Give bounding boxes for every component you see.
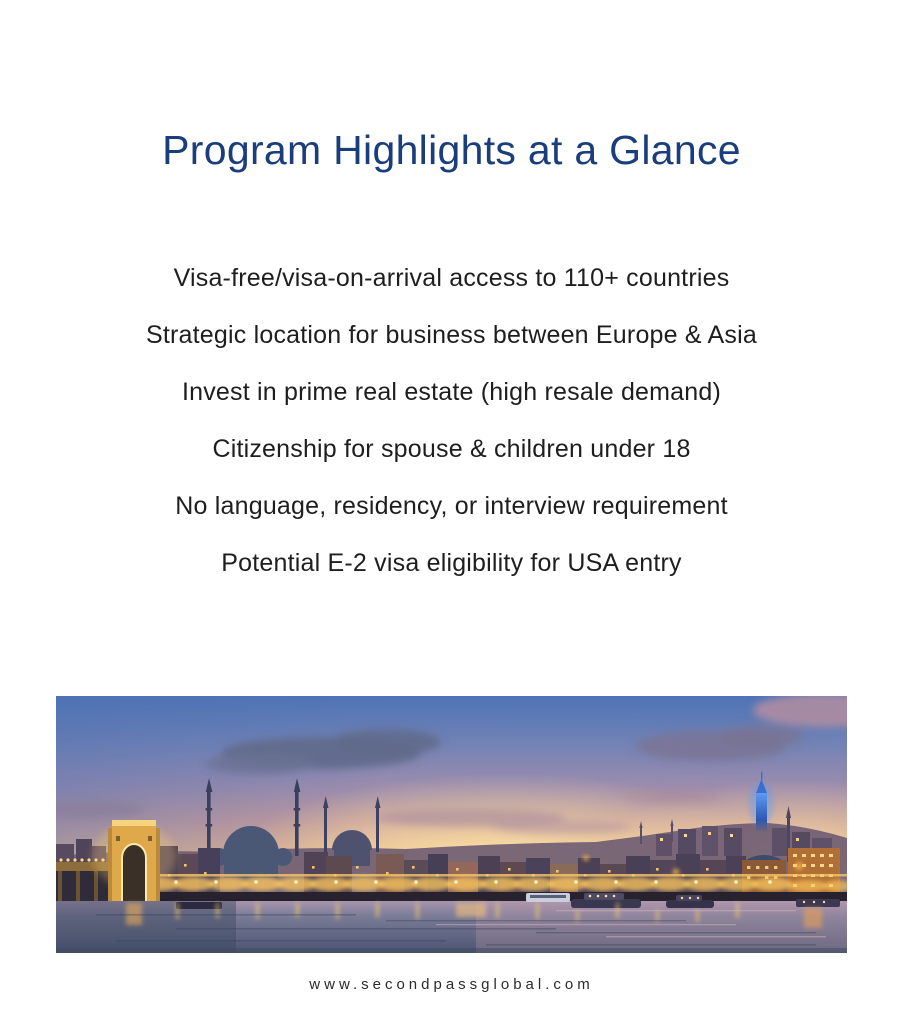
highlight-item-family: Citizenship for spouse & children under 18 bbox=[212, 435, 691, 463]
website-url: www.secondpassglobal.com bbox=[309, 976, 594, 993]
page-title: Program Highlights at a Glance bbox=[162, 127, 741, 173]
highlight-item-no-requirements: No language, residency, or interview requirement bbox=[175, 492, 728, 520]
highlight-item-real-estate: Invest in prime real estate (high resale demand) bbox=[181, 378, 722, 406]
highlight-item-location: Strategic location for business between Europe & Asia bbox=[146, 321, 757, 349]
highlight-item-e2-visa: Potential E-2 visa eligibility for USA entry bbox=[221, 549, 682, 577]
highlights-list bbox=[0, 263, 903, 605]
istanbul-photo bbox=[56, 696, 847, 953]
highlight-item-visa-free: Visa-free/visa-on-arrival access to 110+ countries bbox=[173, 264, 730, 292]
